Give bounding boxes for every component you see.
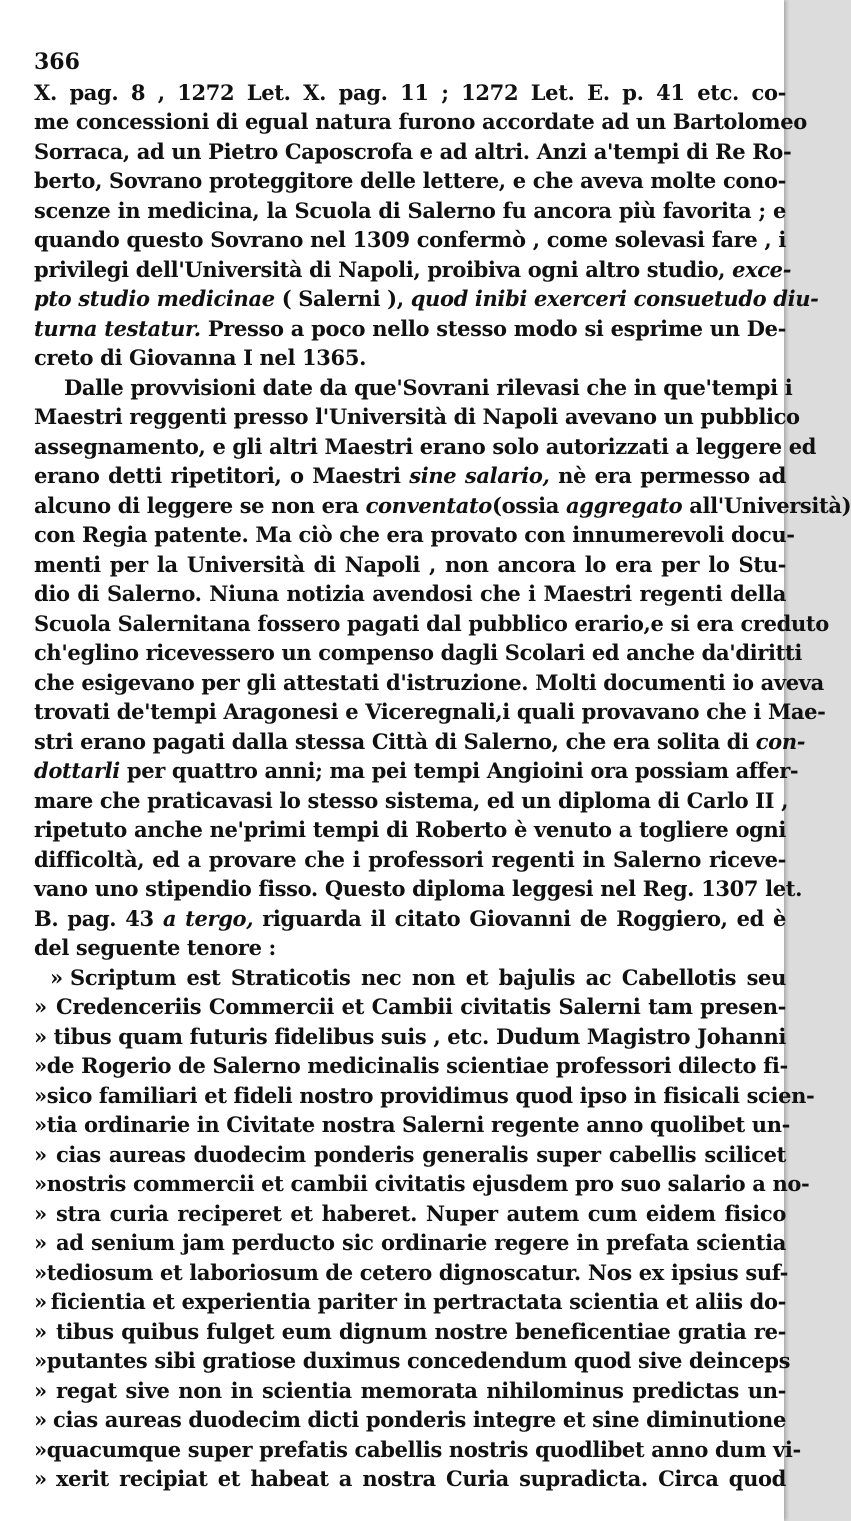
quote-line-17	[34, 1435, 801, 1465]
text-line-29-end: riguarda il citato Giovanni de Roggiero, ed è	[262, 905, 786, 931]
text-line-12: Maestri reggenti presso l'Università di Napoli avevano un pubblico	[34, 404, 800, 429]
quote-text: Scriptum est Straticotis nec non et bajulis ac Cabellotis seu	[70, 964, 786, 990]
text-line-7	[34, 255, 792, 285]
quote-line-3	[34, 1022, 786, 1052]
quote-line-11	[34, 1258, 789, 1288]
text-line-24-italic: dottarli	[34, 758, 120, 783]
text-line-23-italic: con-	[755, 728, 806, 754]
quote-mark: »	[34, 994, 47, 1019]
quote-mark: »	[34, 1407, 47, 1432]
text-line-8-italic-a: pto studio medicinae	[34, 286, 275, 311]
quote-mark: »	[34, 1171, 47, 1196]
quote-line-6	[34, 1110, 791, 1140]
text-line-29	[34, 904, 786, 934]
text-line-24	[34, 756, 799, 786]
quote-mark: »	[34, 1377, 47, 1403]
quote-mark: »	[50, 964, 63, 990]
quote-line-16	[34, 1405, 786, 1435]
text-line-14-italic: sine salario,	[409, 463, 550, 488]
quote-text: tibus quibus fulget eum dignum nostre beneficentiae gratia re-	[56, 1318, 786, 1344]
text-line-15-italic-a: conventato	[365, 492, 492, 518]
text-line-24-roman: per quattro anni; ma pei tempi Angioini ora possiam affer-	[126, 758, 799, 783]
text-line-7-roman: privilegi dell'Università di Napoli, proibiva ogni altro studio,	[34, 256, 726, 282]
quote-text: cias aureas duodecim ponderis generalis super cabellis scilicet	[56, 1141, 786, 1167]
quote-text: quacumque super prefatis cabellis nostris quodlibet anno dum vi-	[46, 1436, 801, 1462]
text-line-15-italic-b: aggregato	[566, 492, 683, 518]
text-line-8	[34, 284, 819, 314]
text-line-17: menti per la Università di Napoli , non ancora lo era per lo Stu-	[34, 551, 786, 577]
text-line-8-roman: ( Salerni ),	[281, 286, 404, 311]
text-line-9-italic: turna testatur.	[34, 315, 201, 341]
quote-text: tia ordinarie in Civitate nostra Salerni regente anno quolibet un-	[46, 1112, 791, 1137]
text-line-4: berto, Sovrano proteggitore delle lettere, e che aveva molte cono-	[34, 168, 786, 193]
quote-line-13	[34, 1317, 786, 1347]
text-line-10: creto di Giovanna I nel 1365.	[34, 345, 367, 370]
quote-text: ficientia et experientia pariter in pertractata scientia et aliis do-	[50, 1289, 786, 1314]
text-line-14-end: nè era permesso ad	[558, 463, 786, 488]
text-line-23-roman: stri erano pagati dalla stessa Città di Salerno, che era solita di	[34, 728, 749, 754]
text-line-15-mid: (ossia	[491, 492, 560, 518]
quote-text: tediosum et laboriosum de cetero dignoscatur. Nos ex ipsius suf-	[46, 1259, 789, 1285]
text-line-19: Scuola Salernitana fossero pagati dal pubblico erario,e si era creduto	[34, 610, 829, 636]
quote-mark: »	[34, 1082, 47, 1108]
text-line-2: me concessioni di egual natura furono accordate ad un Bartolomeo	[34, 109, 807, 134]
text-line-20: ch'eglino ricevessero un compenso dagli Scolari ed anche da'diritti	[34, 640, 802, 665]
text-line-29-roman: B. pag. 43	[34, 905, 154, 931]
quote-line-9	[34, 1199, 786, 1229]
text-line-14-roman: erano detti ripetitori, o Maestri	[34, 463, 401, 488]
quote-mark: »	[34, 1289, 47, 1314]
text-line-28: vano uno stipendio fisso. Questo diploma leggesi nel Reg. 1307 let.	[34, 876, 803, 901]
quote-mark: »	[34, 1200, 47, 1226]
quote-text: stra curia reciperet et haberet. Nuper autem cum eidem fisico	[56, 1200, 786, 1226]
quote-line-10	[34, 1228, 786, 1258]
text-line-25: mare che praticavasi lo stesso sistema, ed un diploma di Carlo II ,	[34, 787, 789, 813]
quote-mark: »	[34, 1053, 47, 1078]
quote-text: Credenceriis Commercii et Cambii civitatis Salerni tam presen-	[56, 994, 786, 1019]
quote-line-5	[34, 1081, 815, 1111]
text-line-14	[34, 461, 786, 491]
quote-text: cias aureas duodecim dicti ponderis integre et sine diminutione	[53, 1407, 786, 1432]
text-line-7-italic: exce-	[732, 256, 792, 282]
page-text	[34, 48, 851, 1494]
quote-mark: »	[34, 1023, 47, 1049]
text-line-22: trovati de'tempi Aragonesi e Viceregnali,i quali provavano che i Mae-	[34, 699, 826, 724]
quote-line-4	[34, 1051, 786, 1081]
text-line-9	[34, 314, 786, 344]
quote-line-18	[34, 1464, 786, 1494]
text-line-5: scenze in medicina, la Scuola di Salerno fu ancora più favorita ; e	[34, 197, 786, 223]
quote-mark: »	[34, 1230, 47, 1255]
quote-mark: »	[34, 1259, 47, 1285]
quote-text: sico familiari et fideli nostro providimus quod ipso in fisicali scien-	[46, 1082, 815, 1108]
quote-mark: »	[34, 1318, 47, 1344]
text-line-15-roman: alcuno di leggere se non era	[34, 492, 359, 518]
quote-line-2	[34, 992, 786, 1022]
quote-line-14	[34, 1346, 791, 1376]
text-line-23	[34, 727, 806, 757]
text-line-15	[34, 491, 851, 521]
text-line-13: assegnamento, e gli altri Maestri erano solo autorizzati a leggere ed	[34, 433, 817, 459]
text-line-27: difficoltà, ed a provare che i professori regenti in Salerno riceve-	[34, 846, 786, 872]
quote-mark: »	[34, 1466, 47, 1491]
text-line-8-italic-b: quod inibi exerceri consuetudo diu-	[410, 286, 819, 311]
quote-mark: »	[34, 1112, 47, 1137]
quote-mark: »	[34, 1436, 47, 1462]
text-line-11: Dalle provvisioni date da que'Sovrani rilevasi che in que'tempi i	[64, 374, 793, 400]
text-line-9-roman: Presso a poco nello stesso modo si esprime un De-	[207, 315, 786, 341]
quote-text: nostris commercii et cambii civitatis ejusdem pro suo salario a no-	[46, 1171, 810, 1196]
quote-text: putantes sibi gratiose duximus concedendum quod sive deinceps	[46, 1348, 791, 1373]
quote-line-8	[34, 1169, 810, 1199]
page-number: 366	[34, 49, 80, 75]
quote-line-7	[34, 1140, 786, 1170]
text-line-26: ripetuto anche ne'primi tempi di Roberto è venuto a togliere ogni	[34, 817, 786, 842]
quote-text: de Rogerio de Salerno medicinalis scientiae professori dilecto fi-	[46, 1053, 788, 1078]
text-line-30: del seguente tenore :	[34, 935, 276, 960]
quote-text: xerit recipiat et habeat a nostra Curia supradicta. Circa quod	[56, 1466, 786, 1491]
text-line-3: Sorraca, ad un Pietro Caposcrofa e ad altri. Anzi a'tempi di Re Ro-	[34, 138, 792, 164]
text-line-6: quando questo Sovrano nel 1309 confermò , come solevasi fare , i	[34, 227, 786, 252]
quote-text: ad senium jam perducto sic ordinarie regere in prefata scientia	[56, 1230, 786, 1255]
quote-line-1	[34, 963, 786, 993]
text-line-15-end: all'Università)	[689, 492, 851, 518]
text-line-29-italic: a tergo,	[162, 905, 254, 931]
quote-mark: »	[34, 1141, 47, 1167]
text-line-18: dio di Salerno. Niuna notizia avendosi che i Maestri regenti della	[34, 581, 786, 606]
latin-quotation	[34, 963, 815, 1494]
text-line-16: con Regia patente. Ma ciò che era provato con innumerevoli docu-	[34, 522, 795, 547]
quote-mark: »	[34, 1348, 47, 1373]
quote-line-12	[34, 1287, 786, 1317]
quote-text: tibus quam futuris fidelibus suis , etc. Dudum Magistro Johanni	[53, 1023, 786, 1049]
quote-text: regat sive non in scientia memorata nihilominus predictas un-	[56, 1377, 786, 1403]
text-line-1: X. pag. 8 , 1272 Let. X. pag. 11 ; 1272 Let. E. p. 41 etc. co-	[34, 79, 786, 105]
quote-line-15	[34, 1376, 786, 1406]
text-line-21: che esigevano per gli attestati d'istruzione. Molti documenti io aveva	[34, 669, 824, 695]
